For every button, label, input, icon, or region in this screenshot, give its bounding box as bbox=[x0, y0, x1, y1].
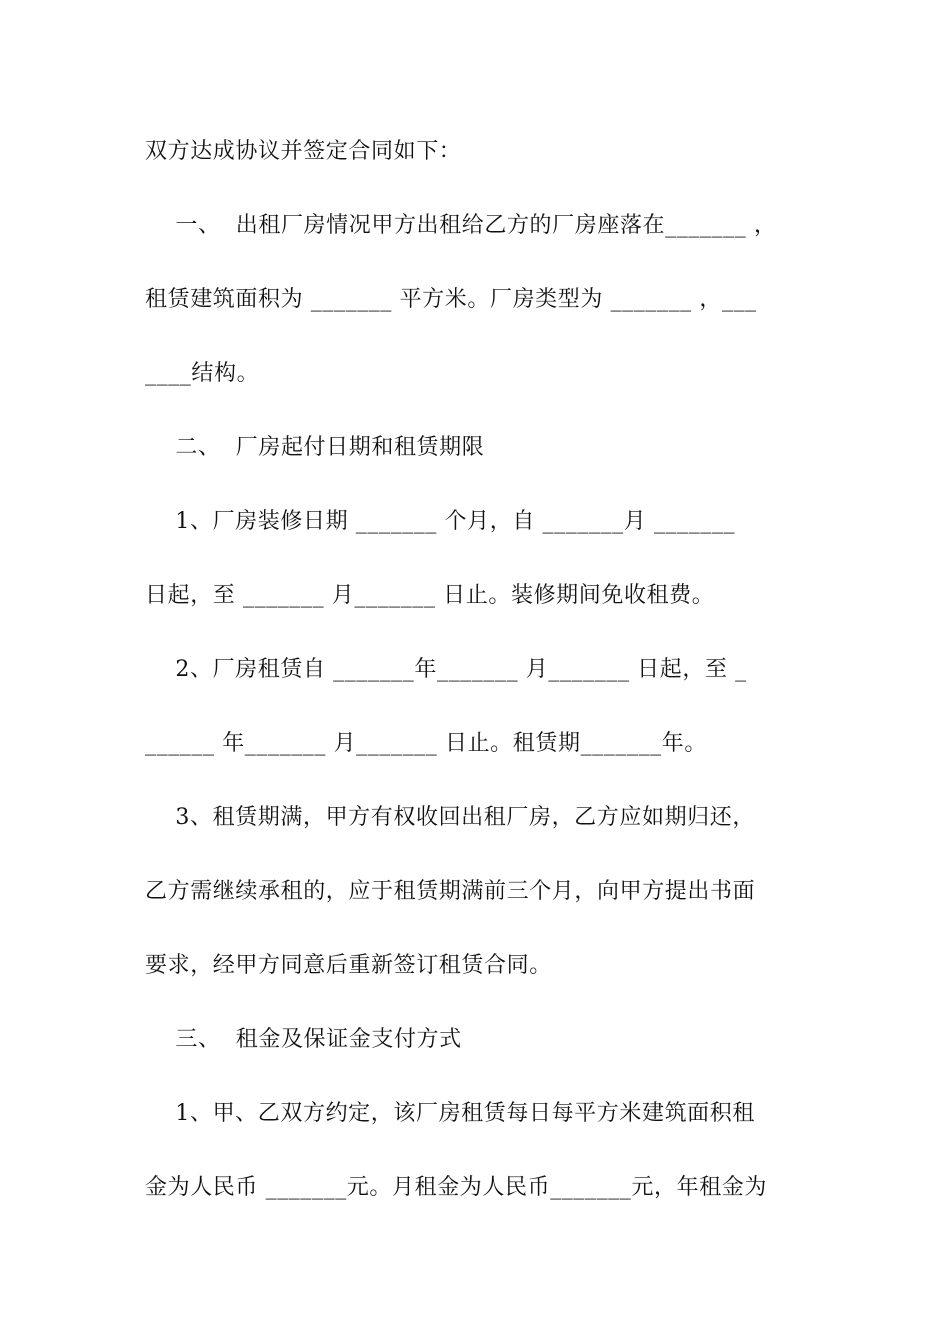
text-line-14: 1、甲、乙双方约定，该厂房租赁每日每平方米建筑面积租 bbox=[145, 1101, 755, 1126]
text-line-11: 乙方需继续承租的，应于租赁期满前三个月，向甲方提出书面 bbox=[145, 879, 756, 904]
text-line-6: 1、厂房装修日期 _______ 个月，自 _______月 _______ bbox=[145, 509, 736, 534]
text-line-15: 金为人民币 _______元。月租金为人民币_______元，年租金为 bbox=[145, 1175, 767, 1200]
text-line-1: 双方达成协议并签定合同如下： bbox=[145, 139, 462, 164]
text-line-9: ______ 年_______ 月_______ 日止。租赁期_______年。 bbox=[145, 731, 707, 756]
text-line-12: 要求，经甲方同意后重新签订租赁合同。 bbox=[145, 953, 552, 978]
text-line-4: ____结构。 bbox=[145, 361, 260, 386]
text-line-8: 2、厂房租赁自 _______年_______ 月_______ 日起，至 _ bbox=[145, 657, 747, 682]
text-line-10: 3、租赁期满，甲方有权收回出租厂房，乙方应如期归还， bbox=[145, 805, 755, 830]
text-line-3: 租赁建筑面积为 _______ 平方米。厂房类型为 _______ ，___ bbox=[145, 287, 757, 312]
text-line-7: 日起，至 _______ 月_______ 日止。装修期间免收租费。 bbox=[145, 583, 715, 608]
section-heading-3: 三、 租金及保证金支付方式 bbox=[145, 1027, 462, 1052]
text-line-2: 一、 出租厂房情况甲方出租给乙方的厂房座落在_______ ， bbox=[145, 213, 777, 238]
section-heading-2: 二、 厂房起付日期和租赁期限 bbox=[145, 435, 485, 460]
